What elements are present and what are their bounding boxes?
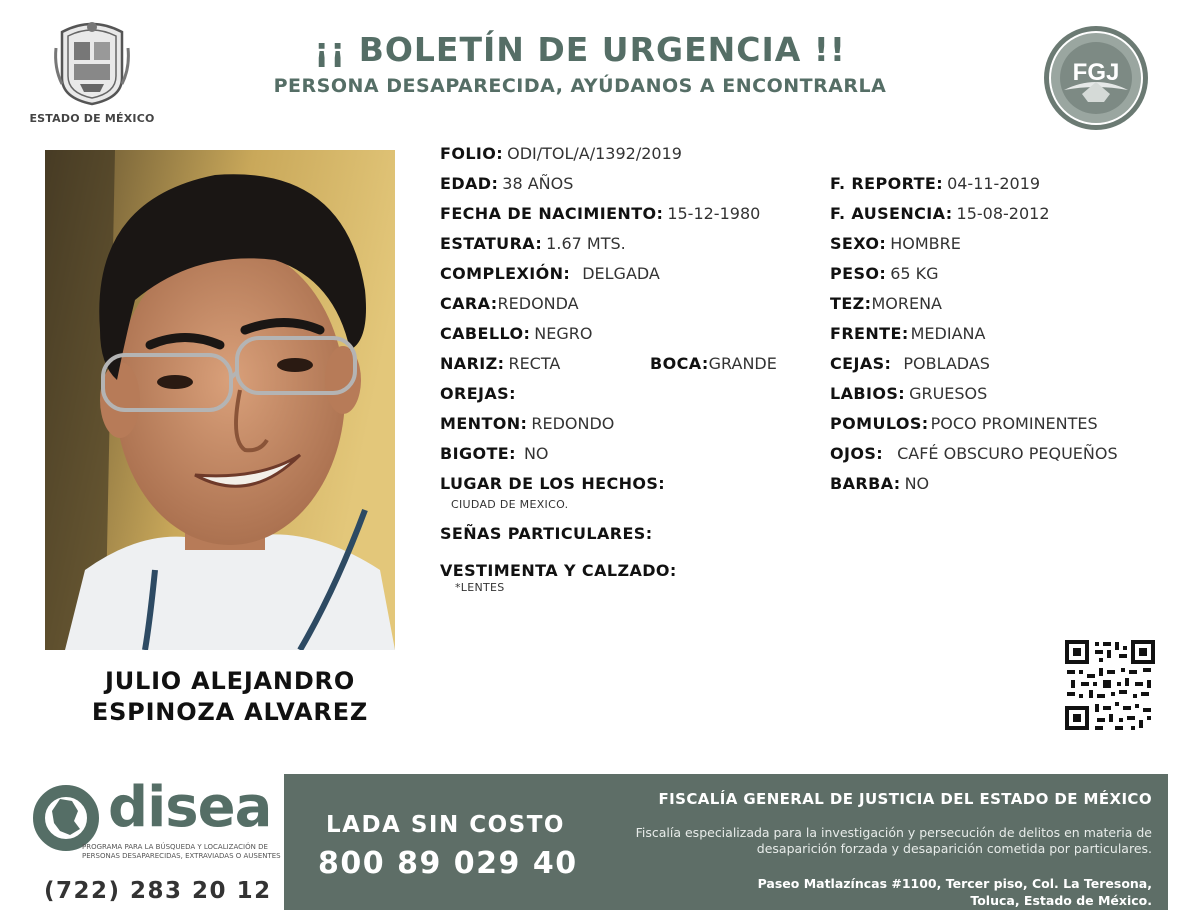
- odisea-word: disea: [108, 775, 272, 840]
- field-cabello: [440, 324, 592, 344]
- toll-free-number[interactable]: 800 89 029 40: [318, 846, 578, 881]
- field-lugar-hechos-value: CIUDAD DE MEXICO.: [451, 498, 569, 511]
- field-value: MEDIANA: [910, 324, 986, 343]
- toll-free-label: LADA SIN COSTO: [326, 812, 565, 838]
- field-tez: [830, 294, 942, 314]
- field-pomulos: [830, 414, 1098, 434]
- field-lugar-hechos: [440, 474, 665, 494]
- field-label: CEJAS:: [830, 354, 892, 373]
- name-line-1: JULIO ALEJANDRO: [104, 667, 356, 695]
- field-nariz: [440, 354, 560, 374]
- field-value: NO: [904, 474, 930, 493]
- qr-code-icon[interactable]: [1063, 638, 1157, 732]
- field-label: CABELLO:: [440, 324, 531, 343]
- field-label: BOCA:: [650, 354, 709, 373]
- field-label: F. AUSENCIA:: [830, 204, 953, 223]
- footer-contact-bar: [284, 774, 1168, 910]
- field-frente: [830, 324, 985, 344]
- field-value: REDONDO: [531, 414, 615, 433]
- field-label: BARBA:: [830, 474, 901, 493]
- field-peso: [830, 264, 939, 284]
- field-cejas: [830, 354, 990, 374]
- field-cara: [440, 294, 579, 314]
- field-bigote: [440, 444, 549, 464]
- fgj-address: [672, 875, 1152, 909]
- field-edad: [440, 174, 573, 194]
- field-senas-particulares: [440, 524, 657, 544]
- field-f-reporte: [830, 174, 1040, 194]
- page-subtitle: PERSONA DESAPARECIDA, AYÚDANOS A ENCONTRARLA: [273, 75, 887, 97]
- field-label: LUGAR DE LOS HECHOS:: [440, 474, 666, 493]
- field-value: NEGRO: [534, 324, 593, 343]
- field-label: SEXO:: [830, 234, 887, 253]
- field-orejas: [440, 384, 520, 404]
- field-label: BIGOTE:: [440, 444, 516, 463]
- field-fecha-nacimiento: [440, 204, 760, 224]
- field-label: COMPLEXIÓN:: [440, 264, 571, 283]
- field-complexion: [440, 264, 660, 284]
- odisea-description: PROGRAMA PARA LA BÚSQUEDA Y LOCALIZACIÓN DE PERSONAS DESAPARECIDAS, EXTRAVIADAS O AUSENTES: [82, 843, 281, 860]
- field-value: REDONDA: [497, 294, 579, 313]
- field-label: CARA:: [440, 294, 498, 313]
- estado-de-mexico-label: ESTADO DE MÉXICO: [29, 112, 155, 125]
- field-estatura: [440, 234, 626, 254]
- field-label: SEÑAS PARTICULARES:: [440, 524, 653, 543]
- field-label: FOLIO:: [440, 144, 504, 163]
- field-label: EDAD:: [440, 174, 499, 193]
- field-value: GRUESOS: [909, 384, 988, 403]
- fgj-description: Fiscalía especializada para la investigación y persecución de delitos en materia de desaparición forzada y desaparición cometida por particulares.: [635, 825, 1152, 856]
- field-label: VESTIMENTA Y CALZADO:: [440, 561, 677, 580]
- field-value: RECTA: [508, 354, 561, 373]
- field-barba: [830, 474, 929, 494]
- field-sexo: [830, 234, 961, 254]
- field-value: HOMBRE: [890, 234, 961, 253]
- field-value: MORENA: [871, 294, 942, 313]
- field-value: 38 AÑOS: [502, 174, 574, 193]
- field-menton: [440, 414, 614, 434]
- address-line-1: Paseo Matlazíncas #1100, Tercer piso, Col. La Teresona,: [757, 876, 1152, 891]
- field-label: MENTON:: [440, 414, 528, 433]
- bulletin-header: [200, 30, 960, 97]
- field-f-ausencia: [830, 204, 1050, 224]
- field-value: NO: [523, 444, 549, 463]
- field-vestimenta: [440, 561, 677, 581]
- field-value: POCO PROMINENTES: [930, 414, 1098, 433]
- estado-de-mexico-logo: [22, 18, 162, 125]
- field-label: NARIZ:: [440, 354, 505, 373]
- field-value: GRANDE: [708, 354, 777, 373]
- field-label: PESO:: [830, 264, 887, 283]
- field-label: LABIOS:: [830, 384, 906, 403]
- field-value: 04-11-2019: [947, 174, 1041, 193]
- odisea-logo: [30, 775, 281, 908]
- odisea-phone[interactable]: (722) 283 20 12: [44, 878, 272, 904]
- page-title: ¡¡ BOLETÍN DE URGENCIA !!: [314, 30, 846, 69]
- field-vestimenta-value: *LENTES: [455, 581, 505, 594]
- fgj-title: FISCALÍA GENERAL DE JUSTICIA DEL ESTADO DE MÉXICO: [658, 790, 1152, 808]
- field-label: ESTATURA:: [440, 234, 543, 253]
- fgj-seal-icon: [1042, 24, 1150, 132]
- field-label: POMULOS:: [830, 414, 929, 433]
- field-label: FRENTE:: [830, 324, 909, 343]
- field-value: POBLADAS: [903, 354, 990, 373]
- field-value: ODI/TOL/A/1392/2019: [507, 144, 682, 163]
- field-label: OREJAS:: [440, 384, 516, 403]
- missing-person-name: [45, 666, 415, 728]
- missing-person-photo: [45, 150, 395, 650]
- field-value: 15-12-1980: [667, 204, 761, 223]
- fgj-logo-text: FGJ: [1072, 59, 1120, 86]
- field-label: TEZ:: [830, 294, 872, 313]
- field-label: FECHA DE NACIMIENTO:: [440, 204, 664, 223]
- field-ojos: [830, 444, 1118, 464]
- coat-of-arms-icon: [52, 18, 132, 106]
- field-value: DELGADA: [582, 264, 660, 283]
- field-value: 65 KG: [890, 264, 939, 283]
- field-value: 1.67 MTS.: [546, 234, 626, 253]
- field-value: 15-08-2012: [956, 204, 1050, 223]
- field-value: CAFÉ OBSCURO PEQUEÑOS: [897, 444, 1118, 463]
- address-line-2: Toluca, Estado de México.: [970, 893, 1152, 908]
- field-folio: [440, 144, 682, 164]
- field-boca: [650, 354, 777, 374]
- field-label: OJOS:: [830, 444, 884, 463]
- name-line-2: ESPINOZA ALVAREZ: [91, 698, 369, 726]
- field-label: F. REPORTE:: [830, 174, 944, 193]
- field-labios: [830, 384, 987, 404]
